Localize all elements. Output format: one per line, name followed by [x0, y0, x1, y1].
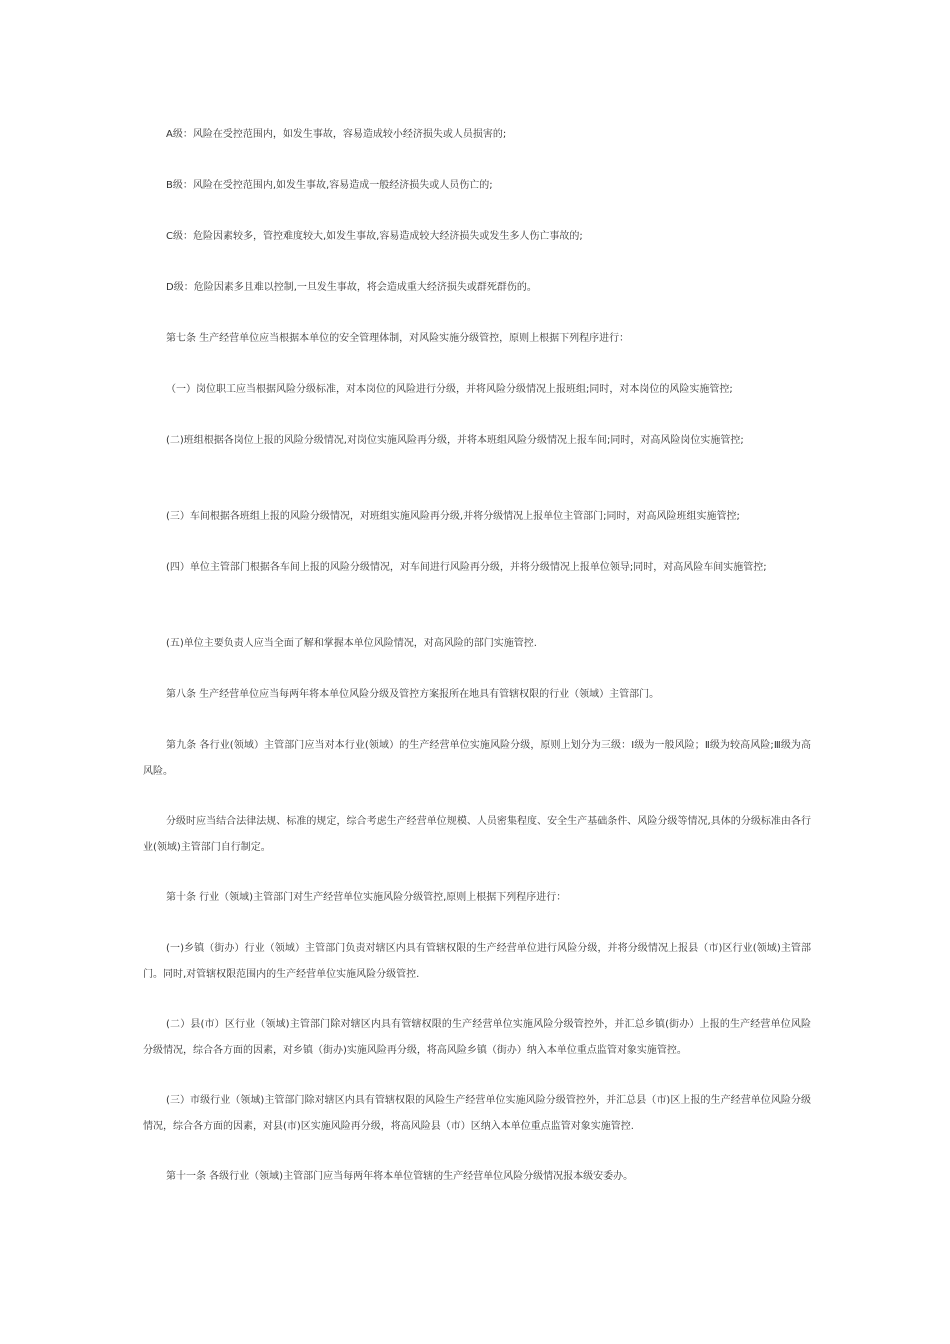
paragraph-article-7-item-3: (三）车间根据各班组上报的风险分级情况，对班组实施风险再分级,并将分级情况上报单位主管部门;同时，对高风险班组实施管控; — [166, 511, 740, 522]
paragraph-article-10-item-3: (三）市级行业（领域)主管部门除对辖区内具有管辖权限的风险生产经营单位实施风险分级管控外，并汇总县（市)区上报的生产经营单位风险分级情况，综合各方面的因素，对县(市)区实施风险再分级，将高风险县（市）区纳入本单位重点监管对象实施管控. — [143, 1095, 811, 1132]
paragraph-article-8: 第八条 生产经营单位应当每两年将本单位风险分级及管控方案报所在地具有管辖权限的行业（领域）主管部门。 — [166, 689, 660, 700]
paragraph-article-7-item-2: (二)班组根据各岗位上报的风险分级情况,对岗位实施风险再分级，并将本班组风险分级情况上报车间;同时，对高风险岗位实施管控; — [166, 435, 744, 446]
paragraph-article-10-item-2: (二）县(市）区行业（领域)主管部门除对辖区内具有管辖权限的生产经营单位实施风险分级管控外，并汇总乡镇(街办）上报的生产经营单位风险分级情况，综合各方面的因素，对乡镇（街办)实施风险再分级，将高风险乡镇（街办）纳入本单位重点监管对象实施管控。 — [143, 1019, 811, 1056]
paragraph-article-9: 第九条 各行业(领域）主管部门应当对本行业(领域）的生产经营单位实施风险分级，原则上划分为三级：Ⅰ级为一般风险；Ⅱ级为较高风险;Ⅲ级为高风险。 — [143, 740, 811, 777]
paragraph-risk-level-d: D级：危险因素多且难以控制,一旦发生事故，将会造成重大经济损失或群死群伤的。 — [166, 282, 537, 293]
paragraph-article-7-item-1: （一）岗位职工应当根据风险分级标准，对本岗位的风险进行分级，并将风险分级情况上报班组;同时，对本岗位的风险实施管控; — [166, 384, 733, 395]
paragraph-risk-level-b: B级：风险在受控范围内,如发生事故,容易造成一般经济损失或人员伤亡的; — [166, 180, 493, 191]
paragraph-article-7-item-4: (四）单位主管部门根据各车间上报的风险分级情况，对车间进行风险再分级，并将分级情况上报单位领导;同时，对高风险车间实施管控; — [166, 562, 767, 573]
paragraph-article-9-grading: 分级时应当结合法律法规、标准的规定，综合考虑生产经营单位规模、人员密集程度、安全生产基础条件、风险分级等情况,具体的分级标准由各行业(领域)主管部门自行制定。 — [143, 816, 811, 853]
paragraph-article-10-item-1: (一)乡镇（街办）行业（领域）主管部门负责对辖区内具有管辖权限的生产经营单位进行风险分级，并将分级情况上报县（市)区行业(领域)主管部门。同时,对管辖权限范围内的生产经营单位实施风险分级管控. — [143, 943, 811, 980]
paragraph-risk-level-a: A级：风险在受控范围内，如发生事故，容易造成较小经济损失或人员损害的; — [166, 129, 507, 140]
paragraph-risk-level-c: C级：危险因素较多，管控难度较大,如发生事故,容易造成较大经济损失或发生多人伤亡事故的; — [166, 231, 583, 242]
paragraph-article-11: 第十一条 各级行业（领域)主管部门应当每两年将本单位管辖的生产经营单位风险分级情况报本级安委办。 — [166, 1171, 634, 1182]
paragraph-article-7: 第七条 生产经营单位应当根据本单位的安全管理体制，对风险实施分级管控，原则上根据下列程序进行： — [166, 333, 630, 344]
paragraph-article-10: 第十条 行业（领域)主管部门对生产经营单位实施风险分级管控,原则上根据下列程序进行： — [166, 892, 567, 903]
paragraph-article-7-item-5: (五)单位主要负责人应当全面了解和掌握本单位风险情况，对高风险的部门实施管控. — [166, 638, 537, 649]
